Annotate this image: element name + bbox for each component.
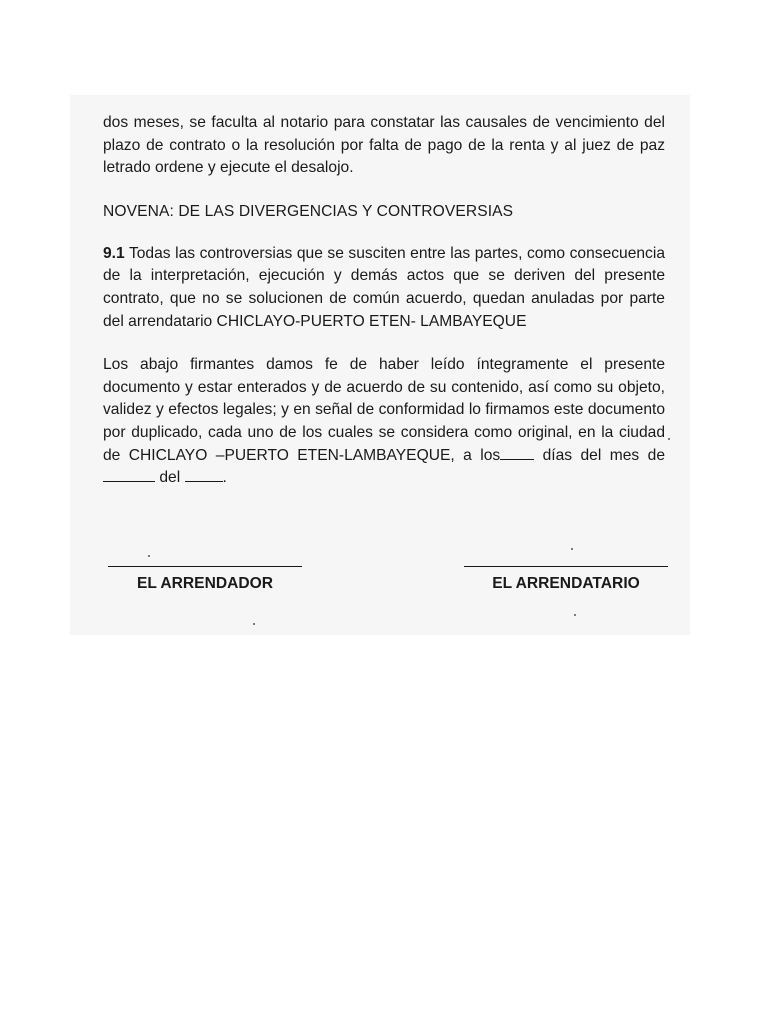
clause-number: 9.1 <box>103 244 125 262</box>
scan-speck <box>571 548 573 550</box>
blank-anio <box>185 467 223 482</box>
blank-mes <box>103 467 155 482</box>
paragraph-desalojo: dos meses, se faculta al notario para constatar las causales de vencimiento del plazo de contrato o la resolución por falta de pago de la renta y al juez de paz letrado ordene y ejecute el desalojo. <box>103 114 665 177</box>
scan-speck <box>574 614 576 616</box>
signature-label-arrendatario: EL ARRENDATARIO <box>492 575 640 592</box>
blank-dias <box>500 445 534 460</box>
signature-block-arrendador <box>108 566 302 593</box>
closing-paragraph <box>103 354 665 490</box>
closing-end: . <box>222 469 227 487</box>
clause-9-1 <box>103 243 665 333</box>
signature-line <box>464 566 668 567</box>
signature-block-arrendatario <box>464 566 668 593</box>
scan-speck <box>253 623 255 625</box>
document-body <box>103 112 665 490</box>
signature-line <box>108 566 302 567</box>
scan-speck <box>148 555 150 557</box>
closing-text: Los abajo firmantes damos fe de haber leído íntegramente el presente documento y estar enterados y de acuerdo de su contenido, así como su objeto, validez y efectos legales; y en señal de conformidad lo firmamos este documento por duplicado, cada uno de los cuales se considera como original, en la ciudad de CHICLAYO –PUERTO ETEN-LAMBAYEQUE, a los <box>103 356 665 464</box>
clause-text: Todas las controversias que se susciten entre las partes, como consecuencia de la interpretación, ejecución y demás actos que se deriven del presente contrato, que no se solucionen de común acuerdo, quedan anuladas por parte del arrendatario CHICLAYO-PUERTO ETEN- LAMBAYEQUE <box>103 244 665 330</box>
closing-dias: días del mes de <box>542 446 665 464</box>
closing-del: del <box>159 469 181 487</box>
clause-heading-novena: NOVENA: DE LAS DIVERGENCIAS Y CONTROVERSIAS <box>103 202 514 220</box>
signature-label-arrendador: EL ARRENDADOR <box>136 575 274 592</box>
scan-speck <box>668 438 670 440</box>
